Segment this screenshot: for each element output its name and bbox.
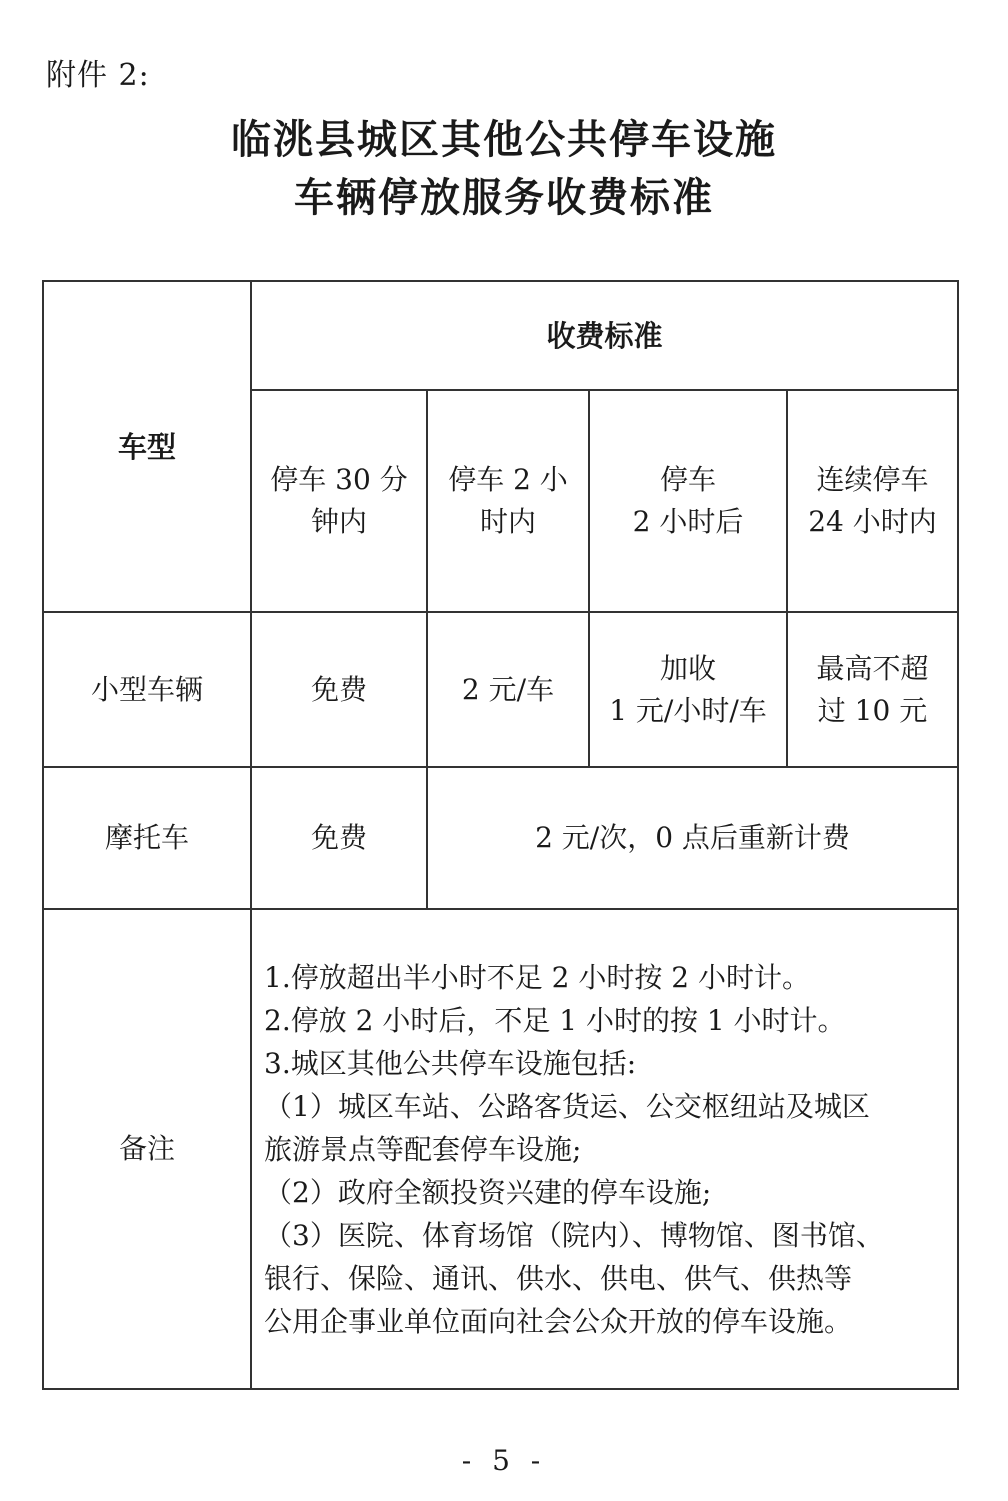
fee-line: 加收 bbox=[659, 651, 716, 685]
motorcycle-label: 摩托车 bbox=[43, 767, 251, 909]
table-row-notes bbox=[43, 909, 958, 1389]
motorcycle-within-30min: 免费 bbox=[251, 767, 427, 909]
fee-line: 1 元/小时/车 bbox=[609, 693, 767, 727]
fee-line: 最高不超 bbox=[816, 651, 929, 685]
table-row-small-vehicle bbox=[43, 612, 958, 767]
note-line: 1.停放超出半小时不足 2 小时按 2 小时计。 bbox=[264, 960, 810, 994]
document-title-line-2: 车辆停放服务收费标准 bbox=[294, 175, 714, 221]
subheader-line: 钟内 bbox=[310, 505, 367, 538]
page-number: - 5 - bbox=[461, 1444, 547, 1477]
subheader-within-30min bbox=[251, 390, 427, 612]
notes-label: 备注 bbox=[43, 909, 251, 1389]
note-line: 2.停放 2 小时后，不足 1 小时的按 1 小时计。 bbox=[264, 1003, 846, 1037]
attachment-label: 附件 2: bbox=[46, 58, 150, 93]
document-title-line-1: 临洮县城区其他公共停车设施 bbox=[231, 117, 777, 163]
note-line: 旅游景点等配套停车设施; bbox=[264, 1132, 582, 1166]
subheader-line: 连续停车 bbox=[816, 463, 929, 496]
subheader-line: 停车 bbox=[659, 463, 716, 496]
small-vehicle-within-2h: 2 元/车 bbox=[427, 612, 589, 767]
subheader-within-2h bbox=[427, 390, 589, 612]
subheader-line: 时内 bbox=[479, 505, 536, 538]
table-header-row bbox=[43, 281, 958, 390]
fee-standard-table bbox=[42, 280, 959, 1390]
fee-standard-header: 收费标准 bbox=[251, 281, 958, 390]
subheader-after-2h bbox=[589, 390, 787, 612]
note-line: 公用企事业单位面向社会公众开放的停车设施。 bbox=[264, 1304, 853, 1338]
small-vehicle-after-2h bbox=[589, 612, 787, 767]
fee-line: 过 10 元 bbox=[817, 693, 928, 727]
note-line: 银行、保险、通讯、供水、供电、供气、供热等 bbox=[264, 1261, 853, 1295]
motorcycle-fee: 2 元/次，0 点后重新计费 bbox=[427, 767, 958, 909]
table-row-motorcycle bbox=[43, 767, 958, 909]
subheader-line: 24 小时内 bbox=[808, 505, 937, 538]
subheader-line: 停车 2 小 bbox=[448, 463, 568, 496]
subheader-line: 2 小时后 bbox=[632, 505, 744, 538]
vehicle-type-header: 车型 bbox=[43, 281, 251, 612]
note-line: （2）政府全额投资兴建的停车设施; bbox=[264, 1175, 712, 1209]
note-line: （1）城区车站、公路客货运、公交枢纽站及城区 bbox=[264, 1089, 870, 1123]
subheader-within-24h bbox=[787, 390, 958, 612]
small-vehicle-within-24h bbox=[787, 612, 958, 767]
note-line: （3）医院、体育场馆（院内）、博物馆、图书馆、 bbox=[264, 1218, 884, 1252]
small-vehicle-within-30min: 免费 bbox=[251, 612, 427, 767]
small-vehicle-label: 小型车辆 bbox=[43, 612, 251, 767]
notes-content bbox=[251, 909, 958, 1389]
note-line: 3.城区其他公共停车设施包括: bbox=[264, 1046, 637, 1080]
subheader-line: 停车 30 分 bbox=[270, 463, 408, 496]
